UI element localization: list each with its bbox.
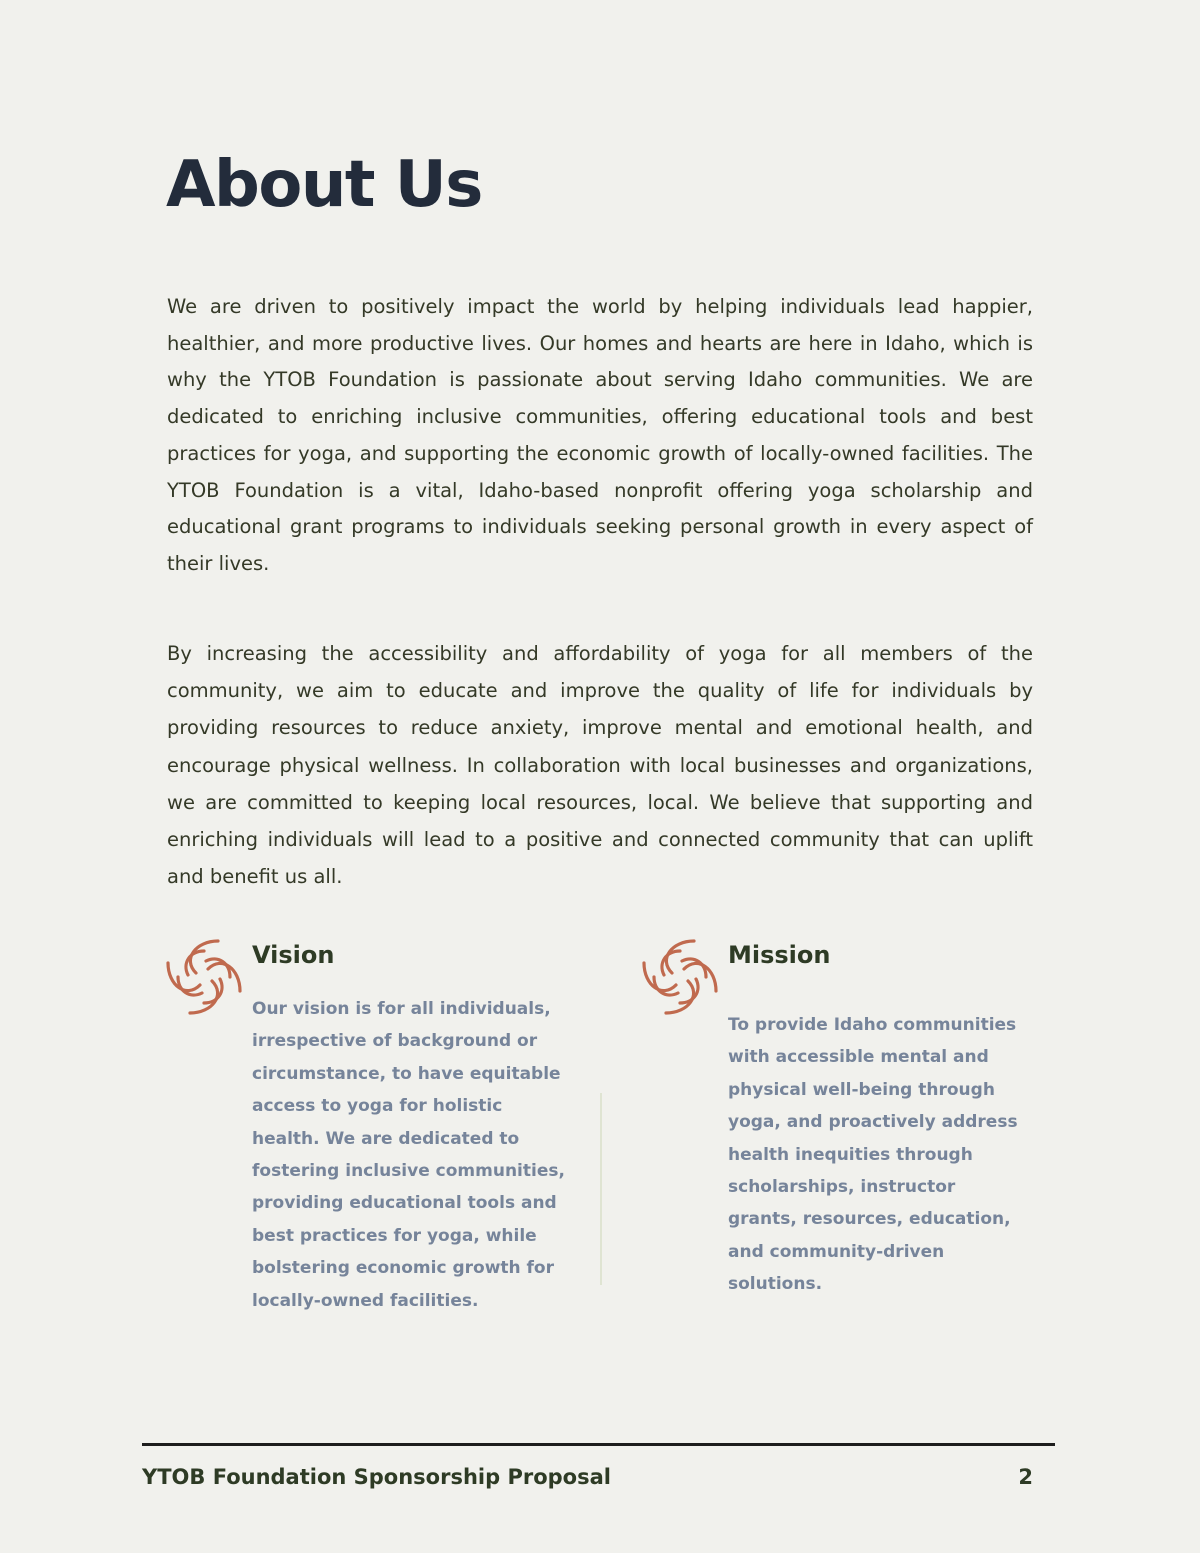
mission-body: To provide Idaho communities with accessible mental and physical well-being through yoga, and proactively address health inequities through scholarships, instructor grants, resources, education, and community-driven solutions. bbox=[728, 1015, 1018, 1295]
about-paragraph-1: We are driven to positively impact the world by helping individuals lead happier, healthier, and more productive lives. Our homes and hearts are here in Idaho, which is why the YTOB Foundation is passionate about serving Idaho communities. We are dedicated to enriching inclusive communities, offering educational tools and best practices for yoga, and supporting the economic growth of locally-owned facilities. The YTOB Foundation is a vital, Idaho-based nonprofit offering yoga scholarship and educational grant programs to individuals seeking personal growth in every aspect of their lives. bbox=[167, 295, 1033, 575]
mission-heading: Mission bbox=[728, 941, 831, 969]
column-divider bbox=[600, 1093, 602, 1285]
vision-body: Our vision is for all individuals, irrespective of background or circumstance, to have equitable access to yoga for holistic health. We are dedicated to fostering inclusive communities, providing educational tools and best practices for yoga, while bolstering economic growth for locally-owned facilities. bbox=[252, 999, 565, 1311]
page-title: About Us bbox=[166, 148, 482, 222]
footer-divider bbox=[142, 1443, 1055, 1446]
footer-title: YTOB Foundation Sponsorship Proposal bbox=[142, 1465, 611, 1489]
vision-heading: Vision bbox=[252, 941, 335, 969]
about-paragraph-2: By increasing the accessibility and affordability of yoga for all members of the community, we aim to educate and improve the quality of life for individuals by providing resources to reduce anxiety, improve mental and emotional health, and encourage physical wellness. In collaboration with local businesses and organizations, we are committed to keeping local resources, local. We believe that supporting and enriching individuals will lead to a positive and connected community that can uplift and benefit us all. bbox=[167, 642, 1033, 889]
swirl-icon bbox=[640, 937, 720, 1017]
swirl-icon bbox=[164, 937, 244, 1017]
page-number: 2 bbox=[1018, 1465, 1033, 1489]
